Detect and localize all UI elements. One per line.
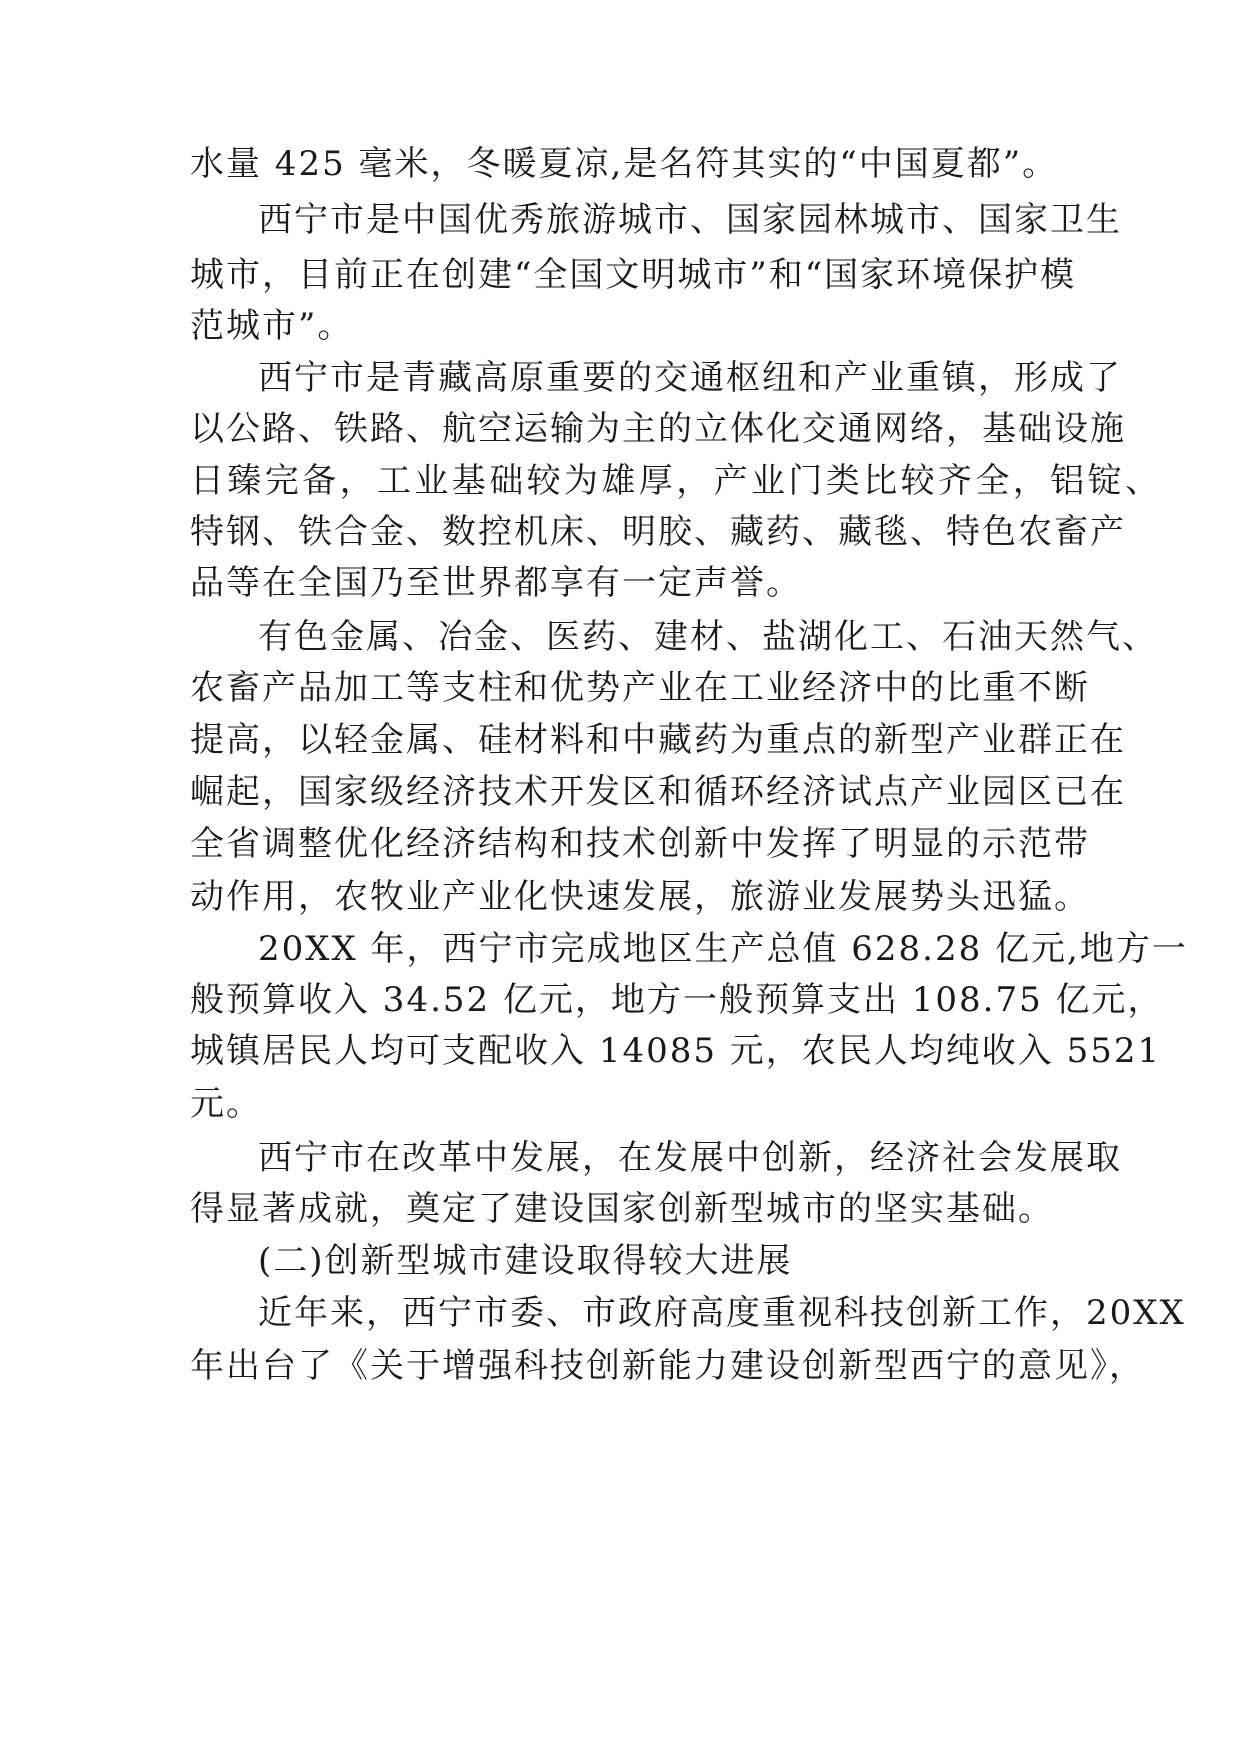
paragraph-start: 西宁市是青藏高原重要的交通枢纽和产业重镇，形成了 <box>258 358 1122 398</box>
paragraph-start: 20XX 年，西宁市完成地区生产总值 628.28 亿元,地方一 <box>258 929 1188 969</box>
paragraph-start: 近年来，西宁市委、市政府高度重视科技创新工作，20XX <box>258 1293 1186 1333</box>
section-heading: (二)创新型城市建设取得较大进展 <box>258 1241 793 1281</box>
text-line: 崛起，国家级经济技术开发区和循环经济试点产业园区已在 <box>190 772 1126 812</box>
text-line: 范城市”。 <box>190 306 354 346</box>
text-line: 般预算收入 34.52 亿元，地方一般预算支出 108.75 亿元， <box>190 980 1164 1020</box>
paragraph-start: 有色金属、冶金、医药、建材、盐湖化工、石油天然气、 <box>258 617 1158 657</box>
text-line: 农畜产品加工等支柱和优势产业在工业经济中的比重不断 <box>190 668 1090 708</box>
text-line: 水量 425 毫米，冬暖夏凉,是名符其实的“中国夏都”。 <box>190 144 1059 184</box>
text-line: 城镇居民人均可支配收入 14085 元，农民人均纯收入 5521 <box>190 1031 1162 1071</box>
paragraph-start: 西宁市是中国优秀旅游城市、国家园林城市、国家卫生 <box>258 200 1122 240</box>
text-line: 元。 <box>190 1084 262 1124</box>
paragraph-start: 西宁市在改革中发展，在发展中创新，经济社会发展取 <box>258 1138 1122 1178</box>
text-line: 提高，以轻金属、硅材料和中藏药为重点的新型产业群正在 <box>190 720 1126 760</box>
text-line: 品等在全国乃至世界都享有一定声誉。 <box>190 563 802 603</box>
text-line: 全省调整优化经济结构和技术创新中发挥了明显的示范带 <box>190 824 1090 864</box>
text-line: 城市，目前正在创建“全国文明城市”和“国家环境保护模 <box>190 255 1077 295</box>
text-line: 日臻完备，工业基础较为雄厚，产业门类比较齐全，铝锭、 <box>190 461 1163 501</box>
text-line: 年出台了《关于增强科技创新能力建设创新型西宁的意见》， <box>190 1346 1145 1386</box>
text-line: 特钢、铁合金、数控机床、明胶、藏药、藏毯、特色农畜产 <box>190 512 1126 552</box>
text-line: 动作用，农牧业产业化快速发展，旅游业发展势头迅猛。 <box>190 877 1090 917</box>
text-line: 得显著成就，奠定了建设国家创新型城市的坚实基础。 <box>190 1189 1054 1229</box>
text-line: 以公路、铁路、航空运输为主的立体化交通网络，基础设施 <box>190 409 1126 449</box>
